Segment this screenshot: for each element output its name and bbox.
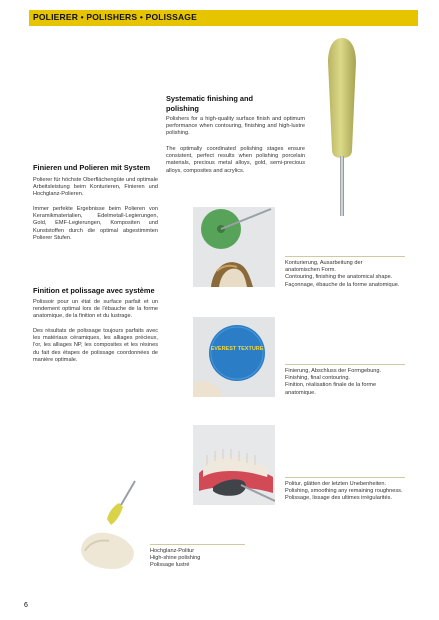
caption-line: Politur, glätten der letzten Unebenheiten. bbox=[285, 481, 387, 487]
caption-line: anatomischen Form. bbox=[285, 267, 336, 274]
english-paragraph-2: The optimally coordinated polishing stages ensure consistent, perfect results when polishing porcelain materials, precious metal alloys, gold, semi-precious alloys, composites and acrylics. bbox=[166, 146, 305, 174]
page-header-title: POLIERER • POLISHERS • POLISSAGE bbox=[33, 12, 197, 22]
caption-line: anatomique. bbox=[285, 389, 316, 396]
caption-line: Polissage lustré bbox=[150, 562, 190, 569]
high-shine-photo bbox=[75, 479, 147, 571]
caption-line: Hochglanz-Politur bbox=[150, 548, 195, 554]
english-heading: Systematic finishing and polishing bbox=[166, 94, 254, 113]
contouring-caption bbox=[285, 260, 399, 289]
english-paragraph-1: Polishers for a high-quality surface finish and optimum performance when contouring, finishing and high-lustre polishing. bbox=[166, 116, 305, 137]
french-paragraph-1: Polissoir pour un état de surface parfait et un rendement optimal lors de l'ébauche de la forme anatomique, de la finition et du lustrage. bbox=[33, 299, 158, 320]
german-paragraph-1: Polierer für höchste Oberflächengüte und optimale Arbeitsleistung beim Konturieren, Finieren und Hochglanz-Polieren. bbox=[33, 177, 159, 198]
caption-line: Konturierung, Ausarbeitung der bbox=[285, 260, 363, 266]
page-number: 6 bbox=[24, 602, 28, 609]
polishing-photo bbox=[193, 425, 275, 505]
caption-rule-2 bbox=[285, 364, 405, 365]
caption-line: Contouring, finishing the anatomical shape. bbox=[285, 274, 393, 281]
caption-line: Polishing, smoothing any remaining roughness. bbox=[285, 488, 403, 495]
caption-line: Finition, réalisation finale de la forme bbox=[285, 382, 377, 389]
contouring-photo bbox=[193, 207, 275, 287]
french-heading: Finition et polissage avec système bbox=[33, 286, 155, 295]
caption-rule-1 bbox=[285, 256, 405, 257]
caption-rule-4 bbox=[150, 544, 245, 545]
german-heading: Finieren und Polieren mit System bbox=[33, 163, 151, 172]
caption-line: Polissage, lissage des ultimes irrégularités. bbox=[285, 495, 392, 502]
caption-line: High-shine polishing bbox=[150, 555, 201, 562]
finishing-photo bbox=[193, 317, 275, 397]
caption-line: Façonnage, ébauche de la forme anatomique. bbox=[285, 281, 400, 288]
high-shine-caption bbox=[150, 548, 200, 570]
caption-line: Finishing, final contouring. bbox=[285, 375, 350, 382]
finishing-caption bbox=[285, 368, 381, 397]
french-paragraph-2: Des résultats de polissage toujours parfaits avec les matériaux céramiques, les alliages précieux, l'or, les alliages NP, les composites et les résines du fait des étapes de polissage coordonnées de manière optimale. bbox=[33, 328, 158, 363]
caption-line: Finierung, Abschluss der Formgebung. bbox=[285, 368, 382, 374]
caption-rule-3 bbox=[285, 477, 405, 478]
cone-polisher-image bbox=[312, 32, 372, 222]
disk-label-text: EVEREST TEXTURE bbox=[210, 346, 264, 352]
polishing-caption bbox=[285, 481, 403, 503]
german-paragraph-2: Immer perfekte Ergebnisse beim Polieren von Keramikmaterialien, Edelmetall-Legierungen, Gold, EMF-Legierungen, Kompositen und Kunststoffen durch die optimal abgestimmten Polierer Stufen. bbox=[33, 206, 158, 241]
